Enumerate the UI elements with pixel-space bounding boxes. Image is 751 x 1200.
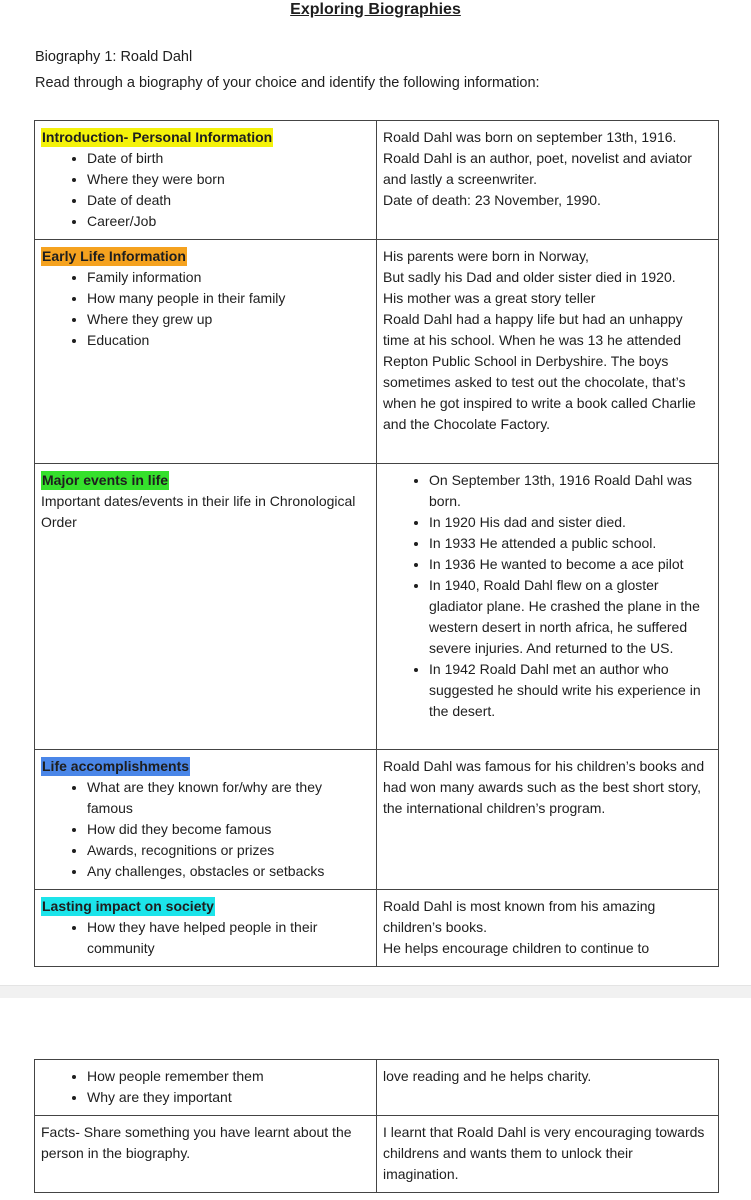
row-answer-cell[interactable] (377, 890, 719, 967)
answer-line: I learnt that Roald Dahl is very encouraging towards childrens and wants them to unlock their imagination. (383, 1124, 705, 1182)
list-item: • Date of death (87, 190, 370, 211)
row-prompt-cell (35, 121, 377, 240)
prompt-list (41, 1066, 370, 1108)
table-row-major-events (35, 464, 719, 750)
heading-accomplishments: Life accomplishments (42, 758, 190, 774)
list-item: • Date of birth (87, 148, 370, 169)
answer-line: His mother was a great story teller (383, 290, 596, 306)
heading-major-events: Major events in life (42, 472, 169, 488)
list-item: • How did they become famous (87, 819, 370, 840)
row-prompt-cell (35, 240, 377, 464)
list-item: • In 1933 He attended a public school. (429, 533, 712, 554)
prompt-list (41, 777, 370, 882)
row-prompt-cell (35, 1116, 377, 1193)
list-item: • Education (87, 330, 370, 351)
list-item: • How many people in their family (87, 288, 370, 309)
heading-early-life: Early Life Information (42, 248, 186, 264)
table-row-facts (35, 1116, 719, 1193)
row-answer-cell[interactable] (377, 1116, 719, 1193)
table-row-remembered (35, 1060, 719, 1116)
biography-subtitle: Biography 1: Roald Dahl (35, 49, 193, 65)
page-break (0, 985, 751, 999)
row-answer-cell[interactable] (377, 121, 719, 240)
answer-line: love reading and he helps charity. (383, 1068, 592, 1084)
list-item: • Career/Job (87, 211, 370, 232)
row-prompt-cell (35, 750, 377, 890)
facts-prompt: Facts- Share something you have learnt about the person in the biography. (41, 1124, 352, 1161)
answer-line: Roald Dahl is most known from his amazing children’s books. (383, 898, 656, 935)
list-item: • Awards, recognitions or prizes (87, 840, 370, 861)
list-item: • Why are they important (87, 1087, 370, 1108)
list-item: • In 1920 His dad and sister died. (429, 512, 712, 533)
prompt-description: Important dates/events in their life in Chronological Order (41, 493, 356, 530)
answer-line: Roald Dahl is an author, poet, novelist and aviator and lastly a screenwriter. (383, 150, 692, 187)
list-item: • Where they grew up (87, 309, 370, 330)
table-row-early-life (35, 240, 719, 464)
row-prompt-cell (35, 890, 377, 967)
table-row-lasting-impact (35, 890, 719, 967)
list-item: • How they have helped people in their community (87, 917, 370, 959)
answer-line: Roald Dahl had a happy life but had an unhappy time at his school. When he was 13 he attended Repton Public School in Derbyshire. The boys sometimes asked to test out the chocolate, that’s when he got inspired to write a book called Charlie and the Chocolate Factory. (383, 311, 696, 432)
events-list (383, 470, 712, 722)
answer-line: Roald Dahl was born on september 13th, 1916. (383, 129, 677, 145)
biography-table-continued (34, 1059, 719, 1193)
table-row-introduction (35, 121, 719, 240)
row-prompt-cell (35, 1060, 377, 1116)
heading-lasting-impact: Lasting impact on society (42, 898, 214, 914)
list-item: • How people remember them (87, 1066, 370, 1087)
list-item: • In 1940, Roald Dahl flew on a gloster gladiator plane. He crashed the plane in the western desert in north africa, he suffered severe injuries. And returned to the US. (429, 575, 712, 659)
row-answer-cell[interactable] (377, 750, 719, 890)
list-item: • What are they known for/why are they famous (87, 777, 370, 819)
list-item: • On September 13th, 1916 Roald Dahl was born. (429, 470, 712, 512)
instructions-text: Read through a biography of your choice and identify the following information: (35, 75, 540, 91)
row-answer-cell[interactable] (377, 240, 719, 464)
list-item: • Where they were born (87, 169, 370, 190)
prompt-list (41, 148, 370, 232)
document-title: Exploring Biographies (290, 1, 461, 18)
prompt-list (41, 267, 370, 351)
answer-line: His parents were born in Norway, (383, 248, 589, 264)
page-2 (0, 998, 751, 1200)
prompt-list (41, 917, 370, 959)
answer-line: But sadly his Dad and older sister died in 1920. (383, 269, 676, 285)
list-item: • Family information (87, 267, 370, 288)
list-item: • In 1936 He wanted to become a ace pilot (429, 554, 712, 575)
table-row-accomplishments (35, 750, 719, 890)
row-prompt-cell (35, 464, 377, 750)
list-item: • In 1942 Roald Dahl met an author who suggested he should write his experience in the desert. (429, 659, 712, 722)
answer-line: He helps encourage children to continue to (383, 940, 650, 956)
answer-line: Roald Dahl was famous for his children’s books and had won many awards such as the best short story, the international children’s program. (383, 758, 705, 816)
answer-line: Date of death: 23 November, 1990. (383, 192, 601, 208)
heading-introduction: Introduction- Personal Information (42, 129, 273, 145)
row-answer-cell[interactable] (377, 464, 719, 750)
list-item: • Any challenges, obstacles or setbacks (87, 861, 370, 882)
row-answer-cell[interactable] (377, 1060, 719, 1116)
biography-table (34, 120, 719, 967)
